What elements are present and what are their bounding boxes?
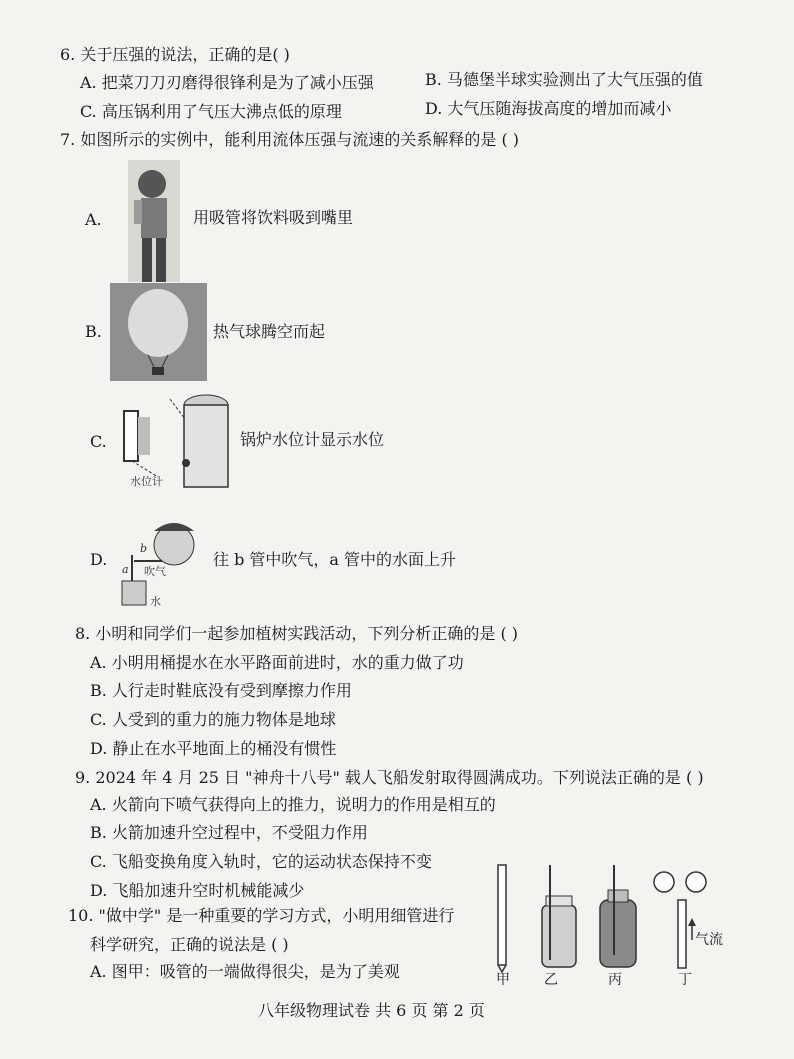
q7-stem: 7. 如图所示的实例中，能利用流体压强与流速的关系解释的是 ( ) [60,130,520,149]
q9-option-b: B. 火箭加速升空过程中，不受阻力作用 [90,823,368,842]
boiler-water-gauge-figure [118,393,236,497]
q7-b-letter: B. [85,322,102,341]
fig-ding-label: 丁 [678,972,692,988]
q8-option-a: A. 小明用桶提水在水平路面前进时，水的重力做了功 [90,653,464,672]
q7-c-text: 锅炉水位计显示水位 [240,430,385,449]
q6-option-c: C. 高压锅利用了气压大沸点低的原理 [80,102,342,121]
q7-d-letter: D. [90,550,108,569]
q7-d-text: 往 b 管中吹气，a 管中的水面上升 [213,550,457,569]
q6-option-d: D. 大气压随海拔高度的增加而减小 [425,99,672,118]
q6-option-a: A. 把菜刀刀刃磨得很锋利是为了减小压强 [80,73,374,92]
q10-tube-figures [488,860,728,990]
blow-label: 吹气 [144,565,166,578]
q10-stem-line1: 10. "做中学" 是一种重要的学习方式，小明用细管进行 [68,906,455,925]
hot-air-balloon-figure [110,283,207,381]
boy-drinking-straw-figure [128,160,180,282]
q8-option-b: B. 人行走时鞋底没有受到摩擦力作用 [90,681,352,700]
q8-stem: 8. 小明和同学们一起参加植树实践活动，下列分析正确的是 ( ) [75,624,519,643]
water-label: 水 [150,595,161,608]
fig-yi-label: 乙 [544,972,558,988]
q8-option-c: C. 人受到的重力的施力物体是地球 [90,710,336,729]
q7-a-text: 用吸管将饮料吸到嘴里 [193,208,354,227]
water-gauge-label: 水位计 [130,475,163,488]
tube-a-label: a [122,563,129,576]
airflow-label: 气流 [695,932,723,948]
q7-c-letter: C. [90,432,107,451]
q10-stem-line2: 科学研究，正确的说法是 ( ) [90,935,289,954]
q9-option-a: A. 火箭向下喷气获得向上的推力，说明力的作用是相互的 [90,795,496,814]
q6-option-b: B. 马德堡半球实验测出了大气压强的值 [425,70,703,89]
q9-option-d: D. 飞船加速升空时机械能减少 [90,881,305,900]
blowing-tube-figure [118,515,208,610]
q8-option-d: D. 静止在水平地面上的桶没有惯性 [90,739,337,758]
page-footer: 八年级物理试卷 共 6 页 第 2 页 [258,1001,485,1020]
q6-stem: 6. 关于压强的说法，正确的是( ) [60,45,290,64]
q10-option-a: A. 图甲：吸管的一端做得很尖，是为了美观 [90,962,400,981]
q9-option-c: C. 飞船变换角度入轨时，它的运动状态保持不变 [90,852,432,871]
fig-bing-label: 丙 [608,972,622,988]
fig-jia-label: 甲 [496,972,510,988]
q7-a-letter: A. [85,210,102,229]
tube-b-label: b [140,542,148,555]
q7-b-text: 热气球腾空而起 [213,322,326,341]
q9-stem: 9. 2024 年 4 月 25 日 "神舟十八号" 载人飞船发射取得圆满成功。下列说法正确的是 ( ) [75,768,704,787]
